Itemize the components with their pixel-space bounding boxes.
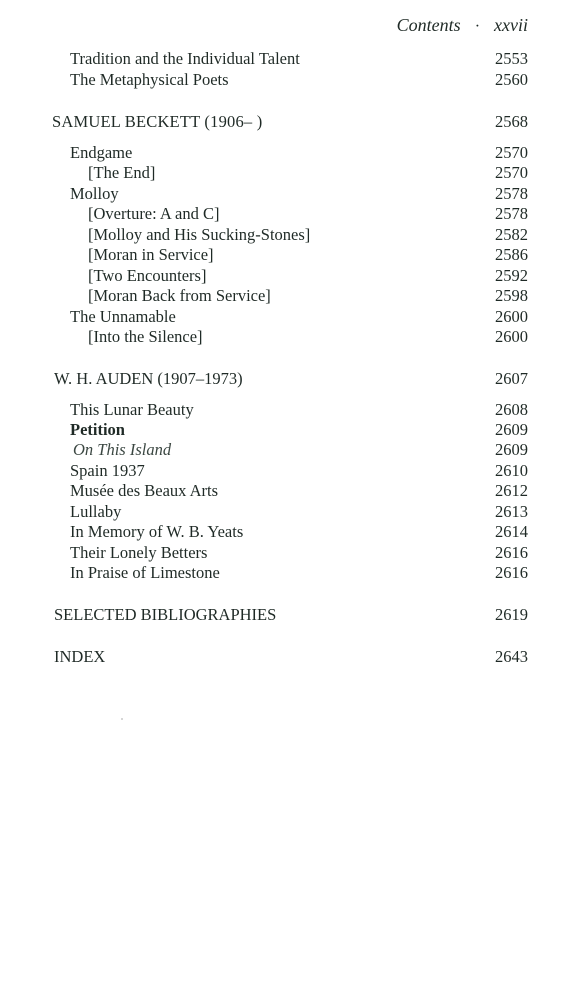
toc-entry: [0, 604, 528, 626]
toc-entry-page: 2598: [495, 286, 528, 305]
toc-entry-title: SELECTED BIBLIOGRAPHIES: [54, 605, 277, 624]
toc-entry-page: 2608: [495, 400, 528, 419]
toc-entry-title: [Into the Silence]: [88, 327, 203, 346]
toc-entry-title: Molloy: [70, 184, 119, 203]
toc-entry-page: 2643: [495, 647, 528, 666]
toc-entry: [0, 439, 528, 461]
toc-entry-page: 2586: [495, 245, 528, 264]
toc-entry-title: [Moran Back from Service]: [88, 286, 271, 305]
toc-entry-page: 2610: [495, 461, 528, 480]
toc-entry-page: 2578: [495, 204, 528, 223]
toc-entry: [0, 244, 528, 266]
toc-entry: [0, 646, 528, 668]
toc-entry-title: W. H. AUDEN (1907–1973): [54, 369, 243, 388]
toc-entry: [0, 142, 528, 164]
toc-entry: [0, 419, 528, 441]
toc-entry-page: 2570: [495, 163, 528, 182]
toc-entry-title: This Lunar Beauty: [70, 400, 194, 419]
toc-entry-title: In Memory of W. B. Yeats: [70, 522, 244, 541]
toc-entry-title: The Metaphysical Poets: [70, 70, 229, 89]
toc-entry-page: 2600: [495, 307, 528, 326]
toc-entry-title: Spain 1937: [70, 461, 145, 480]
toc-entry-title: SAMUEL BECKETT (1906– ): [52, 112, 263, 131]
toc-entry-page: 2607: [495, 369, 528, 388]
toc-entry-title: Lullaby: [70, 502, 122, 521]
toc-entry-title: [Overture: A and C]: [88, 204, 220, 223]
toc-entry-page: 2582: [495, 225, 528, 244]
toc-entry-page: 2616: [495, 563, 528, 582]
toc-entry-title: Endgame: [70, 143, 133, 162]
toc-entry-page: 2614: [495, 522, 528, 541]
toc-entry: [0, 111, 528, 133]
toc-entry: [0, 542, 528, 564]
toc-entry: [0, 285, 528, 307]
toc-entry-page: 2612: [495, 481, 528, 500]
toc-entry-title: INDEX: [54, 647, 106, 666]
toc-entry-title: In Praise of Limestone: [70, 563, 220, 582]
header-page-number: xxvii: [494, 15, 528, 35]
toc-entry-page: 2609: [495, 420, 528, 439]
toc-entry-page: 2578: [495, 184, 528, 203]
toc-entry-page: 2553: [495, 49, 528, 68]
header-title: Contents: [396, 15, 461, 35]
toc-entry: [0, 399, 528, 421]
paper-speck: [121, 718, 123, 720]
toc-entry: [0, 368, 528, 390]
toc-entry-page: 2609: [495, 440, 528, 459]
toc-entry: [0, 480, 528, 502]
toc-entry-title: [Two Encounters]: [88, 266, 207, 285]
toc-entry: [0, 326, 528, 348]
toc-entry-title: The Unnamable: [70, 307, 176, 326]
toc-entry: [0, 265, 528, 287]
toc-entry: [0, 306, 528, 328]
toc-entry: [0, 162, 528, 184]
toc-entry-title: [Moran in Service]: [88, 245, 214, 264]
toc-entry: [0, 521, 528, 543]
toc-entry-page: 2616: [495, 543, 528, 562]
toc-entry: [0, 203, 528, 225]
toc-entry-title: On This Island: [73, 440, 172, 459]
separator-dot: ·: [474, 18, 481, 35]
toc-entry-title: [Molloy and His Sucking-Stones]: [88, 225, 311, 244]
toc-entry-page: 2600: [495, 327, 528, 346]
toc-entry-page: 2619: [495, 605, 528, 624]
toc-entry: [0, 183, 528, 205]
running-header: [0, 15, 528, 36]
toc-entry: [0, 501, 528, 523]
toc-entry: [0, 460, 528, 482]
toc-entry: [0, 69, 528, 91]
toc-entry-title: Tradition and the Individual Talent: [70, 49, 300, 68]
toc-entry-title: [The End]: [88, 163, 156, 182]
toc-entry-title: Their Lonely Betters: [70, 543, 208, 562]
toc-entry: [0, 562, 528, 584]
toc-entry-title: Petition: [70, 420, 125, 439]
toc-entry-page: 2568: [495, 112, 528, 131]
toc-entry-page: 2613: [495, 502, 528, 521]
toc-entry: [0, 224, 528, 246]
toc-entry: [0, 48, 528, 70]
toc-entry-page: 2560: [495, 70, 528, 89]
toc-entry-page: 2570: [495, 143, 528, 162]
toc-entry-title: Musée des Beaux Arts: [70, 481, 219, 500]
toc-entry-page: 2592: [495, 266, 528, 285]
